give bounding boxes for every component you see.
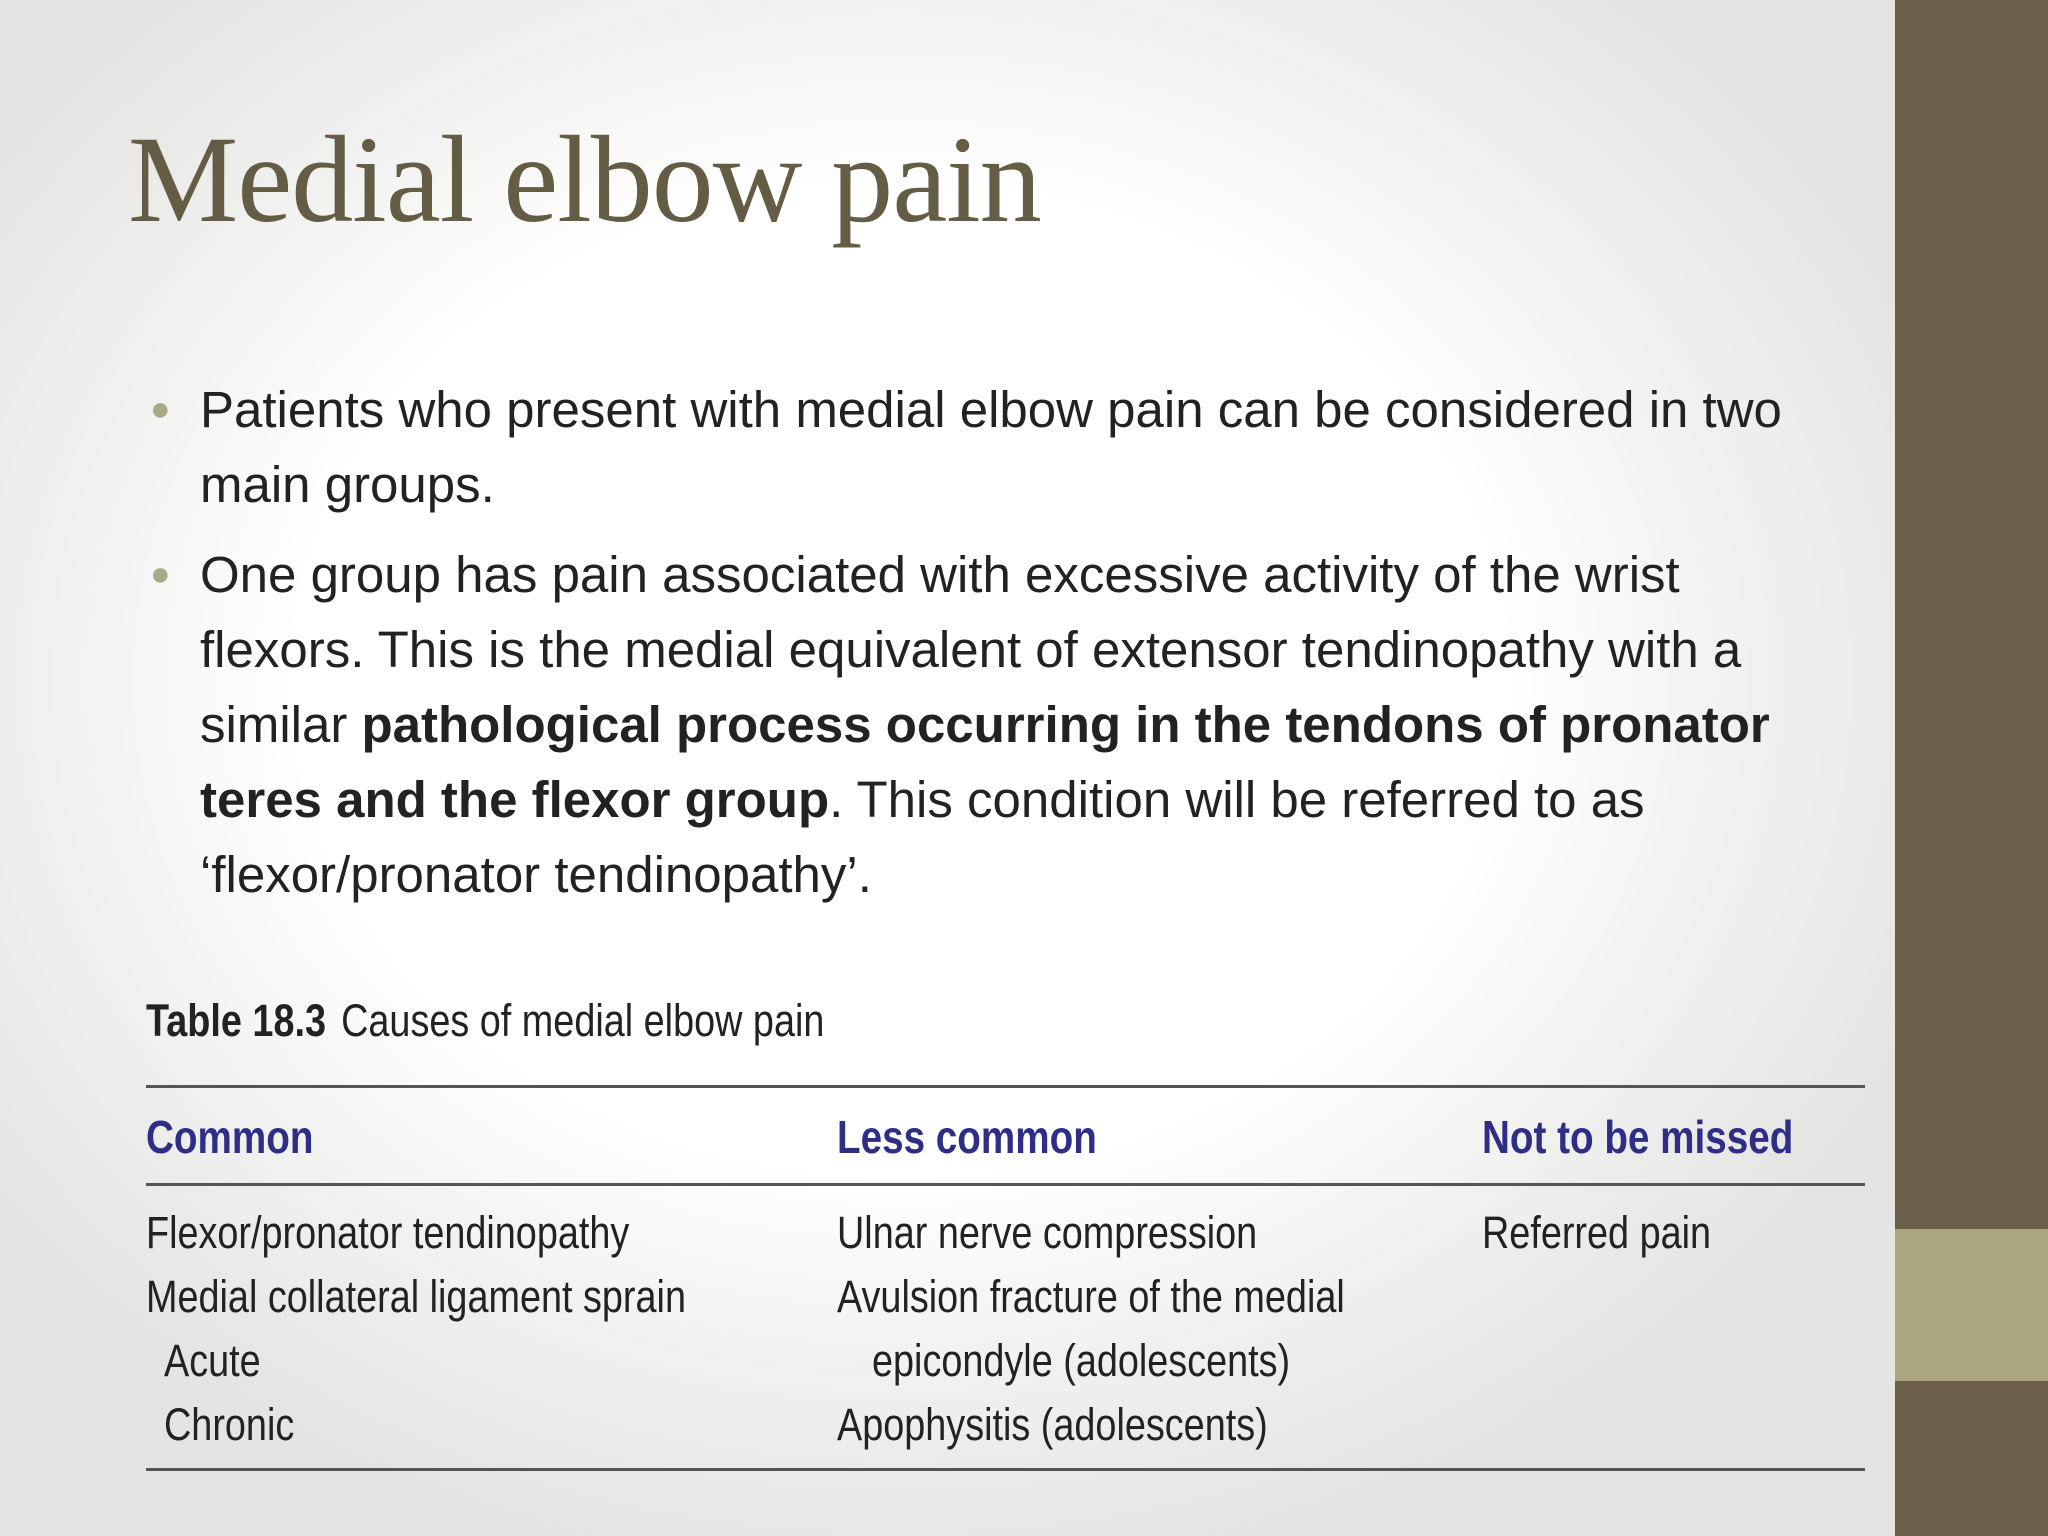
table-header-rule — [146, 1183, 1865, 1186]
table-number: Table 18.3 — [146, 995, 326, 1046]
table-cell-less-common: epicondyle (adolescents) — [872, 1335, 1291, 1386]
table-caption-text: Causes of medial elbow pain — [341, 995, 825, 1046]
bullet-item — [150, 372, 1800, 522]
bullet-text: . This condition will be referred to as ‘flexor/pronator tendinopathy’. — [200, 771, 1645, 903]
bullet-text: Patients who present with medial elbow pain can be considered in two main groups. — [200, 381, 1782, 513]
table-cell-less-common: Ulnar nerve compression — [837, 1207, 1258, 1258]
bullet-dot-icon: ● — [150, 390, 171, 428]
bullet-text: One group has pain associated with excessive activity of the wrist flexors. This is the medial equivalent of extensor tendinopathy with a similar — [200, 546, 1742, 753]
decorative-side-accent — [1895, 1229, 2048, 1381]
bullet-dot-icon: ● — [150, 555, 171, 593]
table-header-not-to-be-missed: Not to be missed — [1482, 1111, 1794, 1163]
table-header-common: Common — [146, 1111, 314, 1163]
bullet-item — [150, 537, 1800, 912]
table-top-rule — [146, 1085, 1865, 1088]
table-cell-less-common: Apophysitis (adolescents) — [837, 1399, 1268, 1450]
bullet-list — [150, 372, 1800, 927]
table-cell-common: Chronic — [164, 1399, 295, 1450]
bullet-bold-text: pathological process occurring in the tendons of pronator teres and the flexor group — [200, 696, 1770, 828]
table-caption — [146, 995, 824, 1047]
table-cell-common: Acute — [164, 1335, 261, 1386]
table-cell-common: Flexor/pronator tendinopathy — [146, 1207, 630, 1258]
table-cell-less-common: Avulsion fracture of the medial — [837, 1271, 1345, 1322]
slide-title: Medial elbow pain — [128, 111, 1041, 248]
table-bottom-rule — [146, 1468, 1865, 1471]
table-header-less-common: Less common — [837, 1111, 1097, 1163]
table-cell-not-to-be-missed: Referred pain — [1482, 1207, 1712, 1258]
table-cell-common: Medial collateral ligament sprain — [146, 1271, 686, 1322]
